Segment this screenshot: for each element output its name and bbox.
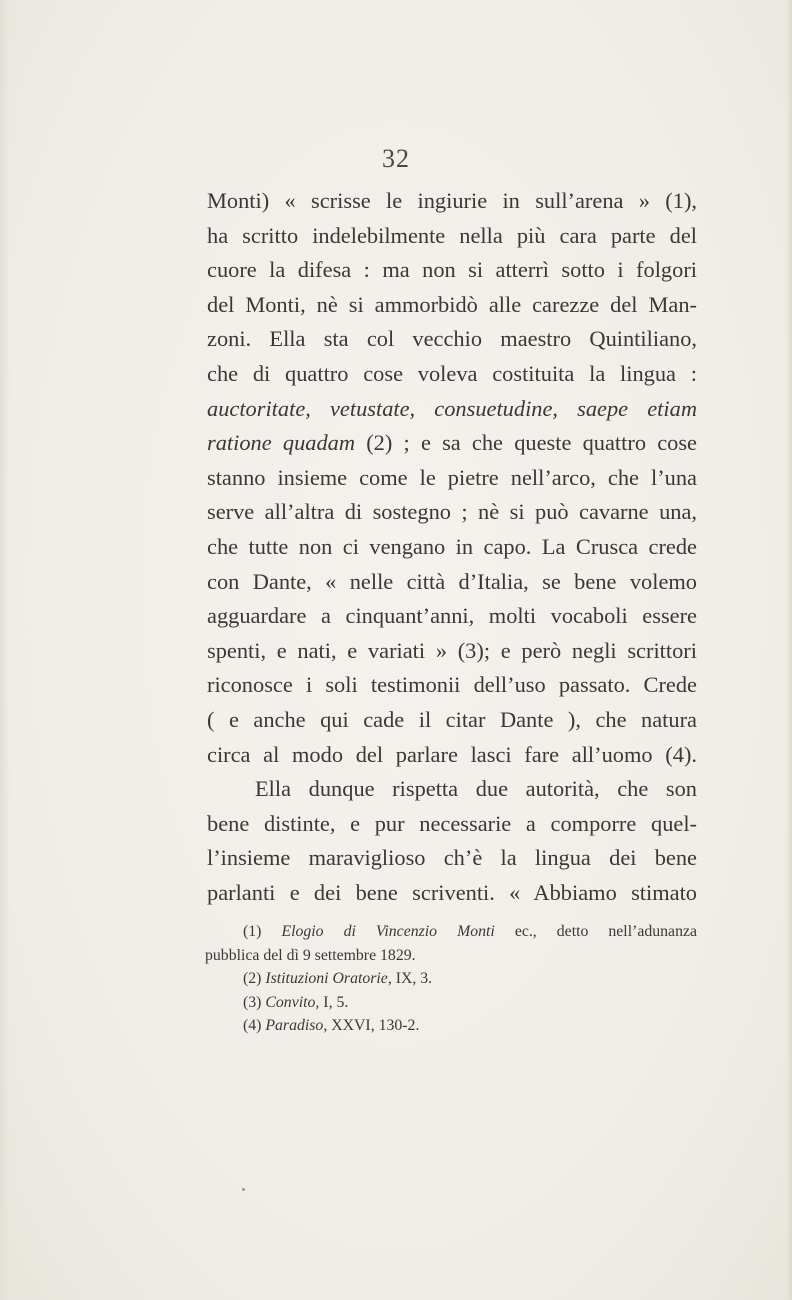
text-line [207,184,697,219]
text-line-content: che tutte non ci vengano in capo. La Crusca crede [207,533,697,559]
text-line-paragraph-start [207,772,697,807]
footnote-text: , I, 5. [315,993,349,1011]
text-line-content: Ella dunque rispetta due autorità, che son [255,776,697,802]
text-line-content: che di quattro cose voleva costituita la lingua : [207,360,697,386]
text-line [207,807,697,842]
text-line-content: parlanti e dei bene scriventi. « Abbiamo stimato [207,879,697,905]
text-line [207,530,697,565]
text-line-content: ( e anche qui cade il citar Dante ), che natura [207,706,697,732]
text-line [207,322,697,357]
footnote-3 [243,991,697,1015]
text-line-content: (2) ; e sa che queste quattro cose [355,430,697,456]
text-line [207,841,697,876]
text-line-content: del Monti, nè si ammorbidò alle carezze del Man- [207,291,697,317]
text-line [207,253,697,288]
text-line-italic: auctoritate, vetustate, consuetudine, saepe etiam [207,395,697,421]
footnote-1 [243,920,697,944]
body-text [207,184,697,910]
footnote-number: (1) [243,923,262,940]
footnote-title: Elogio di Vincenzio Monti [281,923,495,940]
text-line-content: Monti) « scrisse le ingiurie in sull’arena » (1), [207,188,697,213]
footnotes [205,920,697,1038]
footnote-title: Convito [265,993,316,1011]
text-line-content: riconosce i soli testimonii dell’uso passato. Crede [207,672,697,698]
text-line-content: stanno insieme come le pietre nell’arco, che l’una [207,464,697,490]
text-line [207,288,697,323]
text-line [207,219,697,254]
page-right-edge [786,0,792,1300]
footnote-text: ec., detto nell’adunanza [494,923,697,940]
paper-speck [242,1188,245,1191]
text-line-content: con Dante, « nelle città d’Italia, se bene volemo [207,568,697,594]
text-line-content: l’insieme maraviglioso ch’è la lingua dei bene [207,845,697,871]
text-line-content: agguardare a cinquant’anni, molti vocaboli essere [207,603,697,629]
page-number: 32 [382,144,410,173]
footnote-number: (2) [243,970,262,988]
text-line-content: spenti, e nati, e variati » (3); e però negli scrittori [207,637,697,663]
text-line-italic: ratione quadam [207,430,356,456]
text-line [207,565,697,600]
footnote-number: (4) [243,1017,262,1035]
footnote-number: (3) [243,993,262,1011]
text-line [207,738,697,773]
text-line-content: bene distinte, e pur necessarie a comporre quel- [207,810,697,836]
text-line-content: cuore la difesa : ma non si atterrì sotto i folgori [207,257,697,283]
text-line [207,703,697,738]
footnote-2 [243,967,697,991]
text-line [207,599,697,634]
page-left-edge [0,0,10,1300]
text-line-content: ha scritto indelebilmente nella più cara parte del [207,222,697,248]
text-line-content: circa al modo del parlare lasci fare all’uomo (4). [207,741,697,767]
footnote-text: pubblica del dì 9 settembre 1829. [205,946,416,964]
footnote-1-continuation [205,944,697,968]
text-line [207,392,697,427]
text-line [207,357,697,392]
text-line-content: zoni. Ella sta col vecchio maestro Quintiliano, [207,326,697,352]
text-line [207,461,697,496]
footnote-text: , XXVI, 130-2. [323,1017,420,1035]
text-line [207,634,697,669]
text-line [207,876,697,911]
text-line-content: serve all’altra di sostegno ; nè si può cavarne una, [207,499,697,525]
text-line [207,668,697,703]
footnote-4 [243,1014,697,1038]
footnote-title: Paradiso [265,1017,324,1035]
footnote-text: , IX, 3. [387,970,433,988]
text-line [207,426,697,461]
text-line [207,495,697,530]
footnote-title: Istituzioni Oratorie [265,970,388,988]
